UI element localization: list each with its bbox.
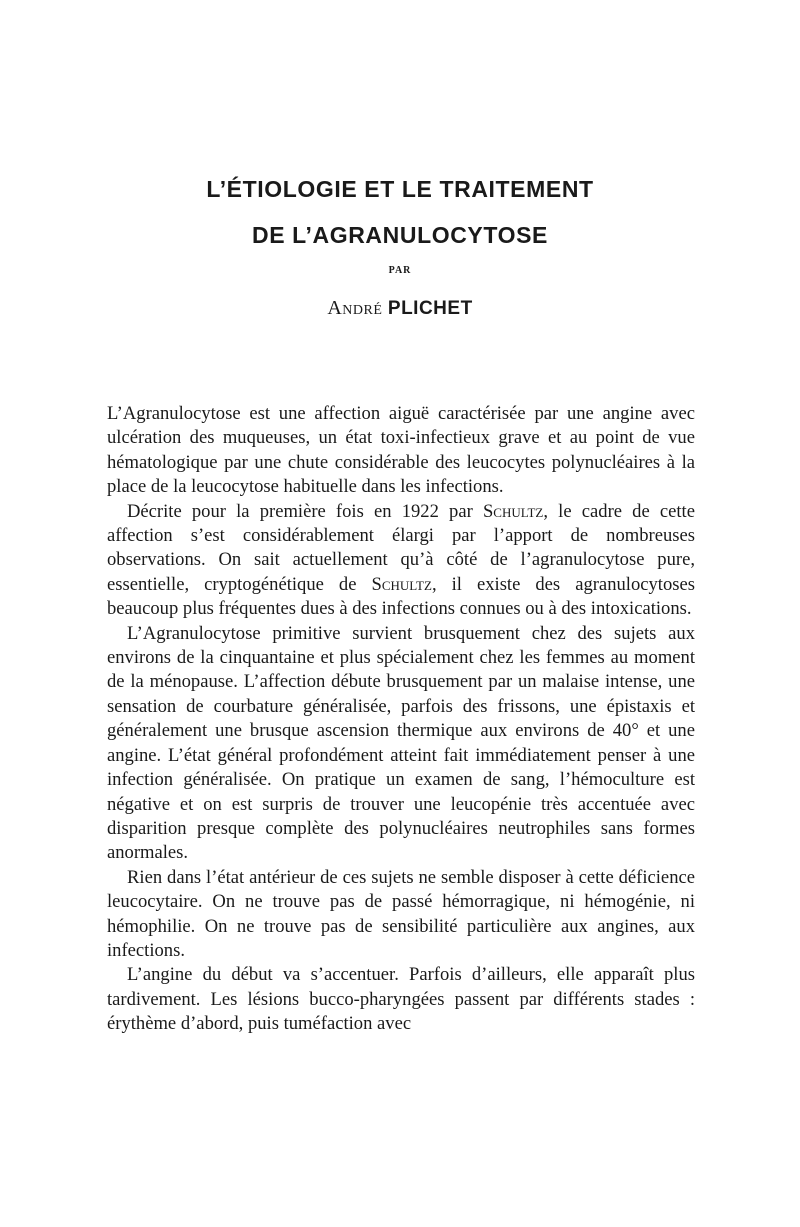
paragraph-3: [107, 622, 695, 866]
paragraph-2-text-a: Décrite pour la première fois en 1922 par: [127, 500, 483, 522]
paragraph-1-text: L’Agranulocytose est une affection aiguë caractérisée par une angine avec ulcération des muqueuses, un état toxi-infectieux grave et au point de vue hématologique par une chute considérable des leucocytes polynucléaires à la place de la leucocytose habituelle dans les infections.: [107, 403, 695, 498]
author-name: [0, 297, 800, 320]
paragraph-1: [107, 402, 695, 500]
paragraph-5: [107, 963, 695, 1036]
author-first-name: André: [327, 297, 383, 319]
paragraph-2: [107, 500, 695, 622]
title-line-1: L’ÉTIOLOGIE ET LE TRAITEMENT: [206, 176, 594, 202]
paragraph-5-text: L’angine du début va s’accentuer. Parfois d’ailleurs, elle apparaît plus tardivement. Les lésions bucco-pharyngées passent par différents stades : érythème d’abord, puis tuméfaction avec: [107, 964, 695, 1035]
byline-par: PAR: [388, 265, 412, 276]
paragraph-2-text-c: , il existe des agranulocytoses beaucoup plus fréquentes dues à des infections connues ou à des intoxications.: [107, 573, 695, 620]
paragraph-3-text: L’Agranulocytose primitive survient brusquement chez des sujets aux environs de la cinquantaine et plus spécialement chez les femmes au moment de la ménopause. L’affection débute brusquement par un malaise intense, une sensation de courbature généralisée, parfois des frissons, une épistaxis et généralement une brusque ascension thermique aux environs de 40° et une angine. L’état général profondément atteint fait immédiatement penser à une infection généralisée. On pratique un examen de sang, l’hémoculture est négative et on est surpris de trouver une leucopénie très accentuée avec disparition presque complète des polynucléaires neutrophiles sans formes anormales.: [107, 622, 695, 864]
author-last-name: PLICHET: [387, 298, 473, 319]
paragraph-4-text: Rien dans l’état antérieur de ces sujets ne semble disposer à cette déficience leucocytaire. On ne trouve pas de passé hémorragique, ni hémogénie, ni hémophilie. On ne trouve pas de sensibilité particulière aux angines, aux infections.: [107, 866, 695, 961]
author-citation-schultz: Schultz: [482, 500, 544, 522]
author-citation-schultz: Schultz: [371, 573, 432, 595]
paragraph-4: [107, 866, 695, 964]
title-line-2: DE L’AGRANULOCYTOSE: [252, 222, 548, 248]
paragraph-2-text-b: , le cadre de cette affection s’est considérablement élargi par l’apport de nombreuses observations. On sait actuellement qu’à côté de l’agranulocytose pure, essentielle, cryptogénétique de: [107, 500, 695, 595]
article-body: [107, 402, 695, 1037]
